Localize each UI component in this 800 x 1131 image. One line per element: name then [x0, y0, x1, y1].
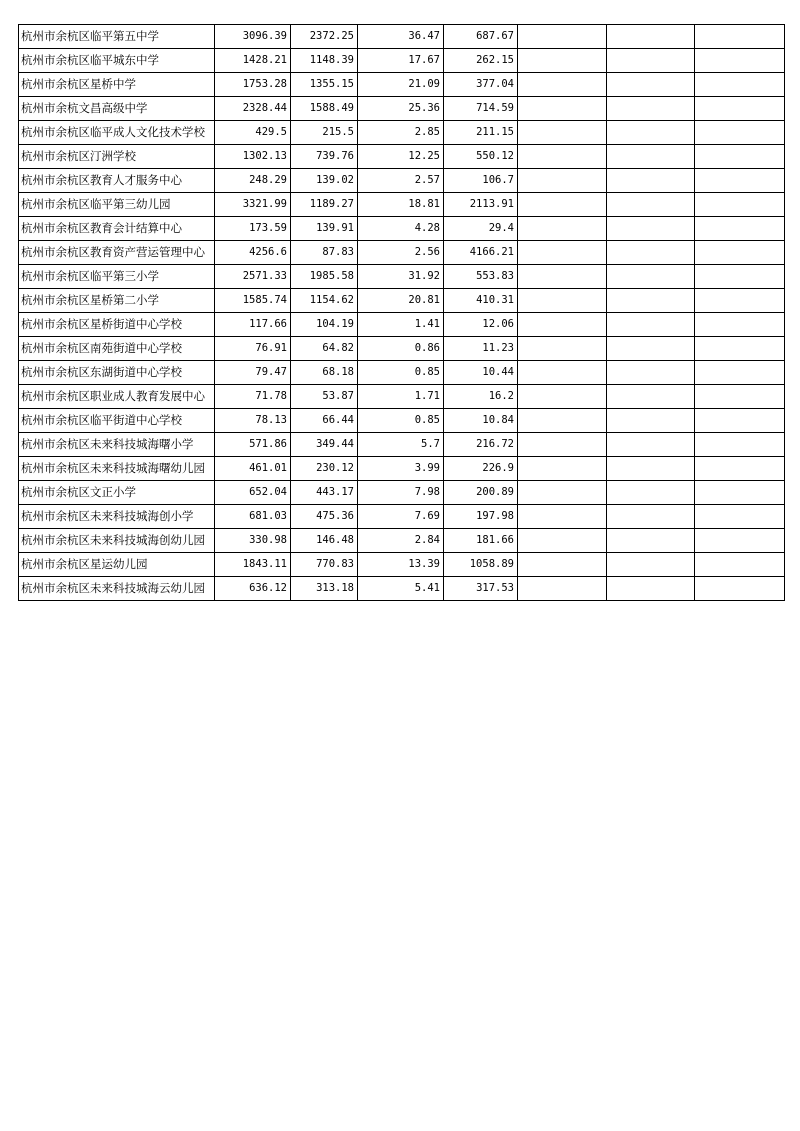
value-cell-3: 1.71 — [358, 385, 444, 409]
value-cell-1: 636.12 — [215, 577, 291, 601]
value-cell-3: 7.98 — [358, 481, 444, 505]
unit-name-cell: 杭州市余杭区未来科技城海云幼儿园 — [19, 577, 215, 601]
empty-cell-6 — [607, 385, 695, 409]
value-cell-4: 714.59 — [444, 97, 518, 121]
empty-cell-5 — [518, 97, 607, 121]
empty-cell-6 — [607, 217, 695, 241]
table-row — [19, 73, 785, 97]
value-cell-3: 7.69 — [358, 505, 444, 529]
unit-name-cell: 杭州市余杭区临平街道中心学校 — [19, 409, 215, 433]
empty-cell-7 — [695, 121, 785, 145]
value-cell-4: 200.89 — [444, 481, 518, 505]
value-cell-2: 146.48 — [291, 529, 358, 553]
value-cell-1: 248.29 — [215, 169, 291, 193]
empty-cell-5 — [518, 49, 607, 73]
empty-cell-7 — [695, 145, 785, 169]
value-cell-1: 78.13 — [215, 409, 291, 433]
empty-cell-6 — [607, 97, 695, 121]
empty-cell-5 — [518, 145, 607, 169]
value-cell-2: 1148.39 — [291, 49, 358, 73]
empty-cell-5 — [518, 25, 607, 49]
value-cell-3: 4.28 — [358, 217, 444, 241]
table-row — [19, 553, 785, 577]
value-cell-2: 1189.27 — [291, 193, 358, 217]
empty-cell-7 — [695, 529, 785, 553]
value-cell-1: 1843.11 — [215, 553, 291, 577]
table-row — [19, 169, 785, 193]
empty-cell-7 — [695, 217, 785, 241]
empty-cell-6 — [607, 553, 695, 577]
value-cell-3: 5.41 — [358, 577, 444, 601]
value-cell-3: 2.56 — [358, 241, 444, 265]
empty-cell-7 — [695, 289, 785, 313]
empty-cell-6 — [607, 169, 695, 193]
empty-cell-6 — [607, 457, 695, 481]
value-cell-4: 4166.21 — [444, 241, 518, 265]
value-cell-3: 36.47 — [358, 25, 444, 49]
empty-cell-5 — [518, 361, 607, 385]
unit-name-cell: 杭州市余杭区临平成人文化技术学校 — [19, 121, 215, 145]
unit-name-cell: 杭州市余杭区东湖街道中心学校 — [19, 361, 215, 385]
budget-table — [18, 24, 785, 601]
empty-cell-7 — [695, 361, 785, 385]
empty-cell-5 — [518, 529, 607, 553]
empty-cell-6 — [607, 193, 695, 217]
value-cell-4: 16.2 — [444, 385, 518, 409]
value-cell-1: 1302.13 — [215, 145, 291, 169]
empty-cell-7 — [695, 337, 785, 361]
value-cell-4: 211.15 — [444, 121, 518, 145]
empty-cell-5 — [518, 169, 607, 193]
empty-cell-6 — [607, 145, 695, 169]
empty-cell-6 — [607, 25, 695, 49]
unit-name-cell: 杭州市余杭文昌高级中学 — [19, 97, 215, 121]
value-cell-2: 68.18 — [291, 361, 358, 385]
value-cell-3: 25.36 — [358, 97, 444, 121]
value-cell-4: 11.23 — [444, 337, 518, 361]
value-cell-1: 79.47 — [215, 361, 291, 385]
table-row — [19, 433, 785, 457]
value-cell-3: 20.81 — [358, 289, 444, 313]
value-cell-3: 3.99 — [358, 457, 444, 481]
value-cell-1: 330.98 — [215, 529, 291, 553]
empty-cell-6 — [607, 49, 695, 73]
value-cell-4: 12.06 — [444, 313, 518, 337]
value-cell-4: 226.9 — [444, 457, 518, 481]
value-cell-2: 64.82 — [291, 337, 358, 361]
value-cell-3: 5.7 — [358, 433, 444, 457]
empty-cell-6 — [607, 529, 695, 553]
empty-cell-5 — [518, 73, 607, 97]
empty-cell-7 — [695, 385, 785, 409]
value-cell-2: 1985.58 — [291, 265, 358, 289]
empty-cell-6 — [607, 577, 695, 601]
value-cell-2: 53.87 — [291, 385, 358, 409]
empty-cell-6 — [607, 409, 695, 433]
value-cell-4: 1058.89 — [444, 553, 518, 577]
table-row — [19, 409, 785, 433]
value-cell-3: 1.41 — [358, 313, 444, 337]
value-cell-4: 687.67 — [444, 25, 518, 49]
table-row — [19, 121, 785, 145]
empty-cell-7 — [695, 25, 785, 49]
value-cell-1: 3321.99 — [215, 193, 291, 217]
value-cell-3: 0.85 — [358, 361, 444, 385]
table-row — [19, 313, 785, 337]
value-cell-2: 770.83 — [291, 553, 358, 577]
value-cell-1: 4256.6 — [215, 241, 291, 265]
empty-cell-7 — [695, 553, 785, 577]
table-row — [19, 25, 785, 49]
value-cell-4: 106.7 — [444, 169, 518, 193]
value-cell-4: 181.66 — [444, 529, 518, 553]
value-cell-2: 66.44 — [291, 409, 358, 433]
value-cell-3: 21.09 — [358, 73, 444, 97]
unit-name-cell: 杭州市余杭区职业成人教育发展中心 — [19, 385, 215, 409]
empty-cell-6 — [607, 289, 695, 313]
value-cell-2: 139.02 — [291, 169, 358, 193]
unit-name-cell: 杭州市余杭区星桥第二小学 — [19, 289, 215, 313]
empty-cell-7 — [695, 481, 785, 505]
value-cell-1: 681.03 — [215, 505, 291, 529]
unit-name-cell: 杭州市余杭区教育人才服务中心 — [19, 169, 215, 193]
unit-name-cell: 杭州市余杭区汀洲学校 — [19, 145, 215, 169]
table-row — [19, 193, 785, 217]
table-row — [19, 337, 785, 361]
value-cell-1: 71.78 — [215, 385, 291, 409]
value-cell-3: 0.86 — [358, 337, 444, 361]
value-cell-2: 2372.25 — [291, 25, 358, 49]
empty-cell-7 — [695, 49, 785, 73]
unit-name-cell: 杭州市余杭区未来科技城海曙幼儿园 — [19, 457, 215, 481]
empty-cell-6 — [607, 505, 695, 529]
value-cell-1: 1428.21 — [215, 49, 291, 73]
value-cell-3: 17.67 — [358, 49, 444, 73]
value-cell-2: 1355.15 — [291, 73, 358, 97]
table-row — [19, 289, 785, 313]
empty-cell-7 — [695, 409, 785, 433]
value-cell-2: 475.36 — [291, 505, 358, 529]
value-cell-1: 173.59 — [215, 217, 291, 241]
value-cell-4: 317.53 — [444, 577, 518, 601]
unit-name-cell: 杭州市余杭区未来科技城海创小学 — [19, 505, 215, 529]
value-cell-1: 2328.44 — [215, 97, 291, 121]
table-row — [19, 145, 785, 169]
empty-cell-7 — [695, 505, 785, 529]
value-cell-3: 13.39 — [358, 553, 444, 577]
empty-cell-7 — [695, 433, 785, 457]
value-cell-4: 10.44 — [444, 361, 518, 385]
unit-name-cell: 杭州市余杭区临平第三小学 — [19, 265, 215, 289]
value-cell-2: 215.5 — [291, 121, 358, 145]
empty-cell-6 — [607, 121, 695, 145]
unit-name-cell: 杭州市余杭区未来科技城海曙小学 — [19, 433, 215, 457]
table-row — [19, 265, 785, 289]
value-cell-4: 550.12 — [444, 145, 518, 169]
value-cell-1: 76.91 — [215, 337, 291, 361]
table-row — [19, 241, 785, 265]
value-cell-1: 117.66 — [215, 313, 291, 337]
value-cell-2: 139.91 — [291, 217, 358, 241]
value-cell-2: 313.18 — [291, 577, 358, 601]
table-row — [19, 529, 785, 553]
table-row — [19, 217, 785, 241]
empty-cell-5 — [518, 553, 607, 577]
unit-name-cell: 杭州市余杭区文正小学 — [19, 481, 215, 505]
unit-name-cell: 杭州市余杭区教育资产营运管理中心 — [19, 241, 215, 265]
empty-cell-6 — [607, 481, 695, 505]
empty-cell-6 — [607, 337, 695, 361]
unit-name-cell: 杭州市余杭区星桥中学 — [19, 73, 215, 97]
empty-cell-5 — [518, 217, 607, 241]
unit-name-cell: 杭州市余杭区临平城东中学 — [19, 49, 215, 73]
value-cell-3: 31.92 — [358, 265, 444, 289]
empty-cell-5 — [518, 313, 607, 337]
unit-name-cell: 杭州市余杭区未来科技城海创幼儿园 — [19, 529, 215, 553]
value-cell-1: 429.5 — [215, 121, 291, 145]
empty-cell-5 — [518, 289, 607, 313]
value-cell-4: 262.15 — [444, 49, 518, 73]
empty-cell-7 — [695, 265, 785, 289]
empty-cell-5 — [518, 481, 607, 505]
value-cell-3: 2.85 — [358, 121, 444, 145]
empty-cell-5 — [518, 265, 607, 289]
value-cell-4: 410.31 — [444, 289, 518, 313]
empty-cell-6 — [607, 265, 695, 289]
empty-cell-5 — [518, 193, 607, 217]
value-cell-2: 1588.49 — [291, 97, 358, 121]
empty-cell-7 — [695, 169, 785, 193]
unit-name-cell: 杭州市余杭区临平第三幼儿园 — [19, 193, 215, 217]
empty-cell-6 — [607, 433, 695, 457]
empty-cell-7 — [695, 97, 785, 121]
value-cell-2: 104.19 — [291, 313, 358, 337]
value-cell-2: 87.83 — [291, 241, 358, 265]
value-cell-2: 349.44 — [291, 433, 358, 457]
table-row — [19, 97, 785, 121]
unit-name-cell: 杭州市余杭区星运幼儿园 — [19, 553, 215, 577]
empty-cell-5 — [518, 241, 607, 265]
value-cell-3: 2.84 — [358, 529, 444, 553]
value-cell-1: 2571.33 — [215, 265, 291, 289]
value-cell-1: 461.01 — [215, 457, 291, 481]
unit-name-cell: 杭州市余杭区临平第五中学 — [19, 25, 215, 49]
unit-name-cell: 杭州市余杭区教育会计结算中心 — [19, 217, 215, 241]
empty-cell-5 — [518, 409, 607, 433]
value-cell-2: 230.12 — [291, 457, 358, 481]
empty-cell-7 — [695, 577, 785, 601]
empty-cell-7 — [695, 193, 785, 217]
value-cell-4: 216.72 — [444, 433, 518, 457]
empty-cell-7 — [695, 241, 785, 265]
table-body — [19, 25, 785, 601]
value-cell-2: 443.17 — [291, 481, 358, 505]
empty-cell-6 — [607, 361, 695, 385]
value-cell-3: 2.57 — [358, 169, 444, 193]
table-row — [19, 505, 785, 529]
empty-cell-5 — [518, 433, 607, 457]
value-cell-3: 18.81 — [358, 193, 444, 217]
empty-cell-7 — [695, 313, 785, 337]
empty-cell-7 — [695, 457, 785, 481]
empty-cell-5 — [518, 337, 607, 361]
empty-cell-5 — [518, 385, 607, 409]
unit-name-cell: 杭州市余杭区南苑街道中心学校 — [19, 337, 215, 361]
empty-cell-5 — [518, 505, 607, 529]
value-cell-2: 739.76 — [291, 145, 358, 169]
empty-cell-5 — [518, 577, 607, 601]
value-cell-1: 1585.74 — [215, 289, 291, 313]
value-cell-4: 10.84 — [444, 409, 518, 433]
table-row — [19, 481, 785, 505]
empty-cell-6 — [607, 313, 695, 337]
empty-cell-6 — [607, 73, 695, 97]
value-cell-4: 197.98 — [444, 505, 518, 529]
value-cell-3: 12.25 — [358, 145, 444, 169]
value-cell-4: 2113.91 — [444, 193, 518, 217]
empty-cell-5 — [518, 457, 607, 481]
value-cell-2: 1154.62 — [291, 289, 358, 313]
unit-name-cell: 杭州市余杭区星桥街道中心学校 — [19, 313, 215, 337]
value-cell-3: 0.85 — [358, 409, 444, 433]
table-row — [19, 577, 785, 601]
value-cell-1: 1753.28 — [215, 73, 291, 97]
table-row — [19, 361, 785, 385]
table-row — [19, 457, 785, 481]
empty-cell-6 — [607, 241, 695, 265]
value-cell-4: 29.4 — [444, 217, 518, 241]
value-cell-1: 571.86 — [215, 433, 291, 457]
empty-cell-5 — [518, 121, 607, 145]
value-cell-4: 553.83 — [444, 265, 518, 289]
value-cell-1: 652.04 — [215, 481, 291, 505]
value-cell-4: 377.04 — [444, 73, 518, 97]
table-row — [19, 385, 785, 409]
empty-cell-7 — [695, 73, 785, 97]
value-cell-1: 3096.39 — [215, 25, 291, 49]
table-row — [19, 49, 785, 73]
